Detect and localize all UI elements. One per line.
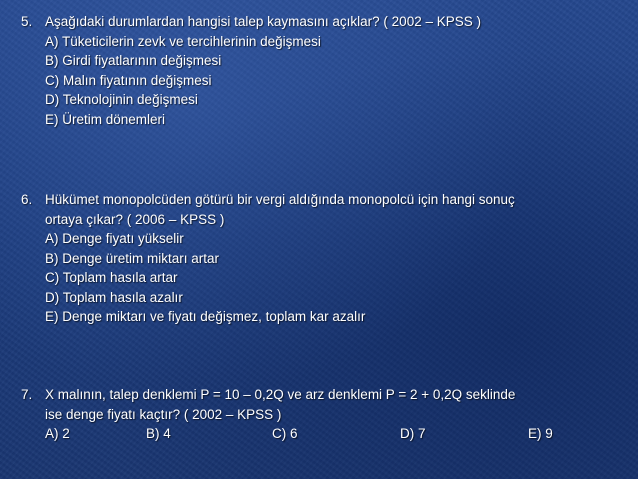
- question-number: 7.: [21, 387, 33, 402]
- question-text: Hükümet monopolcüden götürü bir vergi aldığında monopolcü için hangi sonuç: [45, 192, 515, 207]
- question-number: 6.: [21, 192, 33, 207]
- option-c: C) 6: [272, 426, 298, 441]
- option-d: D) Teknolojinin değişmesi: [45, 92, 198, 107]
- question-text-continued: ortaya çıkar? ( 2006 – KPSS ): [45, 211, 225, 227]
- option-a: A) Denge fiyatı yükselir: [45, 231, 184, 246]
- question-number: 5.: [21, 14, 33, 29]
- option-b: B) Denge üretim miktarı artar: [45, 250, 220, 266]
- option-a: A) Tüketicilerin zevk ve tercihlerinin değişmesi: [45, 33, 321, 49]
- question-text-continued: ise denge fiyatı kaçtır? ( 2002 – KPSS ): [45, 406, 282, 422]
- question-7: [0, 385, 620, 444]
- option-e: E) 9: [528, 426, 553, 441]
- option-c: C) Toplam hasıla artar: [45, 270, 178, 285]
- question-text: Aşağıdaki durumlardan hangisi talep kaymasını açıklar? ( 2002 – KPSS ): [45, 14, 481, 29]
- question-6: [0, 190, 620, 327]
- options-row: [0, 424, 620, 444]
- option-c: C) Malın fiyatının değişmesi: [45, 72, 212, 88]
- option-e: E) Üretim dönemleri: [45, 111, 166, 127]
- question-5: [0, 12, 620, 129]
- option-b: B) 4: [146, 426, 171, 441]
- option-e: E) Denge miktarı ve fiyatı değişmez, toplam kar azalır: [45, 309, 366, 324]
- option-d: D) Toplam hasıla azalır: [45, 289, 183, 305]
- question-text: X malının, talep denklemi P = 10 – 0,2Q ve arz denklemi P = 2 + 0,2Q seklinde: [45, 387, 516, 402]
- option-b: B) Girdi fiyatlarının değişmesi: [45, 53, 222, 68]
- option-d: D) 7: [400, 426, 426, 441]
- option-a: A) 2: [45, 426, 70, 441]
